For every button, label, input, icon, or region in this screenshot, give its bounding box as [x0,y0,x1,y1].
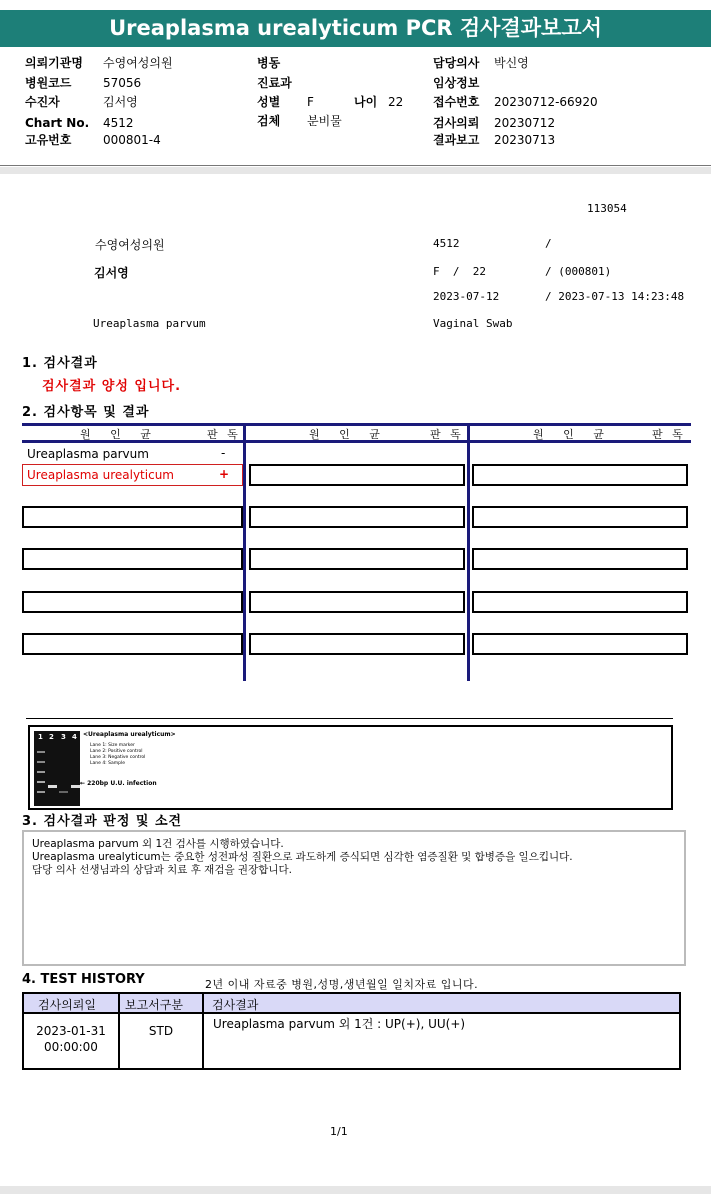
empty-cell [249,633,465,655]
request-date-value: 20230712 [494,116,556,130]
footer-band [0,1186,711,1194]
report-title: Ureaplasma urealyticum PCR 검사결과보고서 [0,10,711,47]
positive-result-message: 검사결과 양성 입니다. [42,379,182,394]
age-value: 22 [388,95,404,109]
col-header-judgment-1: 판 독 [207,428,241,441]
gel-electrophoresis-panel [28,725,673,810]
col-header-judgment-3: 판 독 [652,428,686,441]
section3-heading: 3. 검사결과 판정 및 소견 [22,814,183,829]
report-number: 113054 [587,202,627,215]
empty-cell [22,548,243,570]
gel-title: <Ureaplasma urealyticum> [83,731,176,738]
gel-band [48,785,57,788]
test-history-table [22,992,681,1070]
clinical-info-label: 임상정보 [433,76,480,90]
col-header-judgment-2: 판 독 [430,428,464,441]
empty-cell [22,591,243,613]
institution-label: 의뢰기관명 [25,56,83,70]
opinion-line: Ureaplasma parvum 외 1건 검사를 시행하였습니다. [32,838,284,850]
empty-cell [22,506,243,528]
gel-legend-item: Lane 2: Positive control [90,749,143,754]
gel-lane-number: 2 [49,733,54,741]
history-row-date [24,1023,118,1055]
empty-cell [472,591,688,613]
gel-lane-number: 1 [38,733,43,741]
gel-band-label: ← 220bp U.U. infection [80,780,157,787]
gel-lane-number: 3 [61,733,66,741]
pathogen-name-parvum: Ureaplasma parvum [27,447,149,461]
history-divider [202,994,204,1068]
section1-heading: 1. 검사결과 [22,356,98,371]
department-label: 진료과 [257,76,292,90]
empty-cell [249,464,465,486]
gel-band [37,761,45,763]
empty-cell [472,633,688,655]
col-header-pathogen-3: 원 인 균 [533,428,612,441]
col-header-pathogen-1: 원 인 균 [80,428,159,441]
empty-cell [472,548,688,570]
opinion-line: Ureaplasma urealyticum는 중요한 성전파성 질환으로 과도하게 증식되면 심각한 염증질환 및 합병증을 일으킵니다. [32,851,573,863]
gel-lane-number: 4 [72,733,77,741]
gel-top-rule [26,718,673,719]
opinion-box [22,830,686,966]
meta-institution: 수영여성의원 [95,238,165,252]
history-col-type: 보고서구분 [125,998,183,1012]
recipient-label: 수진자 [25,95,60,109]
gel-legend-item: Lane 4: Sample [90,761,125,766]
history-row-type: STD [148,1024,174,1038]
sex-label: 성별 [257,95,281,109]
history-col-date: 검사의뢰일 [38,998,96,1012]
empty-cell [249,506,465,528]
chart-no-label: Chart No. [25,116,90,130]
gel-image [34,731,80,806]
judgment-urealyticum: + [219,467,230,481]
chart-no-value: 4512 [103,116,134,130]
empty-cell [472,464,688,486]
history-col-result: 검사결과 [212,998,259,1012]
recipient-value: 김서영 [103,95,138,109]
judgment-parvum: - [221,446,226,460]
pathogen-name-urealyticum: Ureaplasma urealyticum [27,468,174,482]
meta-request-date: 2023-07-12 [433,290,500,303]
empty-cell [249,591,465,613]
unique-id-value: 000801-4 [103,133,161,147]
empty-cell [472,506,688,528]
empty-cell [22,633,243,655]
gel-band [37,751,45,753]
empty-cell [249,548,465,570]
meta-report-datetime: / 2023-07-13 14:23:48 [545,290,685,303]
col-header-pathogen-2: 원 인 균 [309,428,388,441]
gel-legend-item: Lane 1: Size marker [90,743,135,748]
hospital-code-label: 병원코드 [25,76,72,90]
hospital-code-value: 57056 [103,76,142,90]
patient-info-panel [0,47,711,166]
doctor-value: 박신영 [494,56,529,70]
section4-heading: 4. TEST HISTORY [22,972,145,987]
meta-patient-id: / (000801) [545,265,612,278]
gel-band [59,791,68,793]
meta-patient: 김서영 [94,266,129,280]
meta-chart: 4512 [433,237,460,250]
meta-specimen: Vaginal Swab [433,317,513,330]
gel-band [37,791,45,793]
section2-heading: 2. 검사항목 및 결과 [22,405,150,420]
gel-legend-item: Lane 3: Negative control [90,755,146,760]
ward-label: 병동 [257,56,281,70]
results-table-divider-2 [467,423,470,681]
history-note: 2년 이내 자료중 병원,성명,생년월일 일치자료 입니다. [205,978,479,991]
sex-value: F [307,95,314,109]
page-number: 1/1 [330,1125,348,1138]
meta-sex-age: F / 22 [433,265,486,278]
unique-id-label: 고유번호 [25,133,72,147]
history-row-result: Ureaplasma parvum 외 1건 : UP(+), UU(+) [213,1017,466,1031]
gel-band [37,781,45,783]
gel-band [37,771,45,773]
header-separator [0,167,711,174]
meta-test-name: Ureaplasma parvum [93,317,206,330]
specimen-value: 분비물 [307,114,342,128]
history-table-header [24,994,679,1014]
history-time: 00:00:00 [44,1040,98,1054]
doctor-label: 담당의사 [433,56,480,70]
opinion-line: 담당 의사 선생님과의 상담과 치료 후 재검을 권장합니다. [32,864,292,876]
meta-slash: / [545,237,552,250]
result-report-value: 20230713 [494,133,556,147]
specimen-label: 검체 [257,114,281,128]
results-table-divider-1 [243,423,246,681]
receipt-no-value: 20230712-66920 [494,95,598,109]
receipt-no-label: 접수번호 [433,95,480,109]
gel-band [71,785,80,788]
history-date: 2023-01-31 [36,1024,106,1038]
institution-value: 수영여성의원 [103,56,173,70]
request-date-label: 검사의뢰 [433,116,480,130]
age-label: 나이 [354,95,378,109]
result-report-label: 결과보고 [433,133,480,147]
